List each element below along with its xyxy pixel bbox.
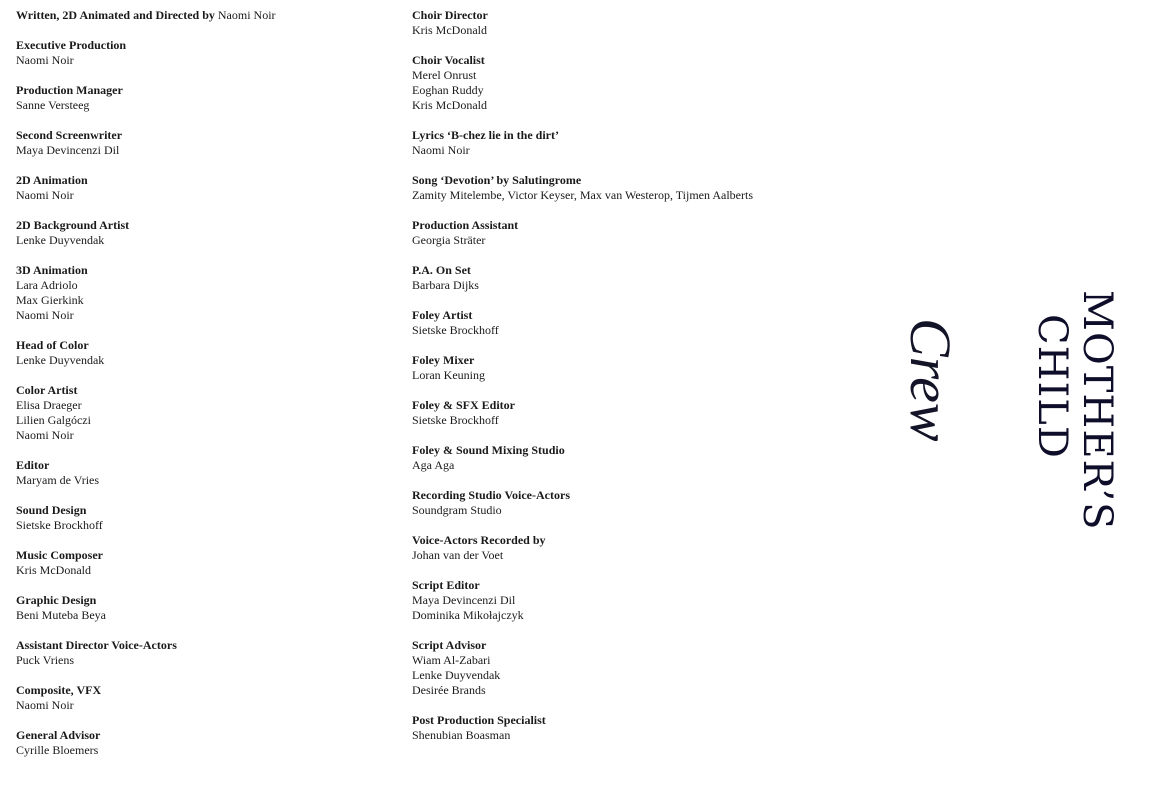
credit-name: Beni Muteba Beya (16, 608, 106, 622)
credits-left-column (16, 8, 396, 773)
credit-role: Recording Studio Voice-Actors (412, 488, 570, 502)
credit-role: General Advisor (16, 728, 101, 742)
credit-name: Kris McDonald (412, 23, 487, 37)
credit-block (412, 53, 872, 113)
credit-role: Production Manager (16, 83, 123, 97)
credit-block (412, 443, 872, 473)
credit-name: Desirée Brands (412, 683, 486, 697)
credit-role: P.A. On Set (412, 263, 471, 277)
credit-role: Post Production Specialist (412, 713, 546, 727)
credit-name: Shenubian Boasman (412, 728, 511, 742)
credit-name: Maya Devincenzi Dil (412, 593, 516, 607)
credit-name: Kris McDonald (16, 563, 91, 577)
credit-block (16, 683, 396, 713)
credit-block (16, 383, 396, 443)
credit-name: Barbara Dijks (412, 278, 479, 292)
credit-block (16, 593, 396, 623)
credit-role: Second Screenwriter (16, 128, 123, 142)
credit-name: Lenke Duyvendak (16, 233, 105, 247)
credit-block (412, 353, 872, 383)
credit-block (16, 638, 396, 668)
credit-role: Voice-Actors Recorded by (412, 533, 546, 547)
crew-heading: Crew (898, 318, 963, 442)
credit-role: 3D Animation (16, 263, 88, 277)
credit-name: Sanne Versteeg (16, 98, 90, 112)
credit-role: Music Composer (16, 548, 103, 562)
credit-role: 2D Background Artist (16, 218, 130, 232)
credit-block (412, 488, 872, 518)
credit-block (412, 578, 872, 623)
credit-name: Loran Keuning (412, 368, 485, 382)
credit-block (16, 128, 396, 158)
credit-name: Maryam de Vries (16, 473, 100, 487)
credit-block (412, 533, 872, 563)
credit-block (16, 503, 396, 533)
credit-name: Sietske Brockhoff (412, 413, 499, 427)
credit-role: Foley Mixer (412, 353, 475, 367)
credit-role: Foley & Sound Mixing Studio (412, 443, 565, 457)
credit-name: Naomi Noir (16, 188, 74, 202)
credit-name: Max Gierkink (16, 293, 84, 307)
credit-block (16, 548, 396, 578)
credit-name: Sietske Brockhoff (412, 323, 499, 337)
credit-role: Choir Director (412, 8, 488, 22)
credit-role: Executive Production (16, 38, 127, 52)
credit-block (412, 713, 872, 743)
credit-name: Sietske Brockhoff (16, 518, 103, 532)
credit-role: Foley Artist (412, 308, 473, 322)
credit-block-director (16, 8, 396, 23)
credit-role: Production Assistant (412, 218, 519, 232)
credit-name: Lilien Galgóczi (16, 413, 91, 427)
credit-name: Aga Aga (412, 458, 455, 472)
credit-name: Johan van der Voet (412, 548, 504, 562)
credit-role: Written, 2D Animated and Directed by (16, 8, 215, 22)
credit-block (16, 218, 396, 248)
credit-role: 2D Animation (16, 173, 88, 187)
credit-role: Graphic Design (16, 593, 97, 607)
credit-name: Soundgram Studio (412, 503, 502, 517)
credit-block (412, 263, 872, 293)
credit-role: Composite, VFX (16, 683, 102, 697)
credit-block (16, 458, 396, 488)
credit-block (16, 263, 396, 323)
film-title-line-2: CHILD (1029, 314, 1075, 459)
credit-name: Naomi Noir (412, 143, 470, 157)
film-title-line-1: MOTHER’S (1074, 290, 1120, 531)
credit-name: Elisa Draeger (16, 398, 82, 412)
credit-name: Zamity Mitelembe, Victor Keyser, Max van Westerop, Tijmen Aalberts (412, 188, 753, 202)
credit-name: Eoghan Ruddy (412, 83, 484, 97)
credit-name: Wiam Al-Zabari (412, 653, 491, 667)
credit-block (412, 308, 872, 338)
credit-name: Lenke Duyvendak (412, 668, 501, 682)
credit-name: Naomi Noir (16, 308, 74, 322)
credit-block (412, 8, 872, 38)
credit-role: Song ‘Devotion’ by Salutingrome (412, 173, 582, 187)
credit-name: Cyrille Bloemers (16, 743, 99, 757)
credit-name: Lara Adriolo (16, 278, 78, 292)
credit-role: Script Advisor (412, 638, 487, 652)
credit-role: Editor (16, 458, 50, 472)
credit-block (16, 83, 396, 113)
film-title (1010, 290, 1130, 531)
credit-name: Naomi Noir (217, 8, 276, 22)
credit-name: Naomi Noir (16, 698, 74, 712)
credit-block (412, 398, 872, 428)
credit-block (412, 128, 872, 158)
credit-name: Dominika Mikołajczyk (412, 608, 524, 622)
credit-name: Naomi Noir (16, 428, 74, 442)
credit-block (16, 338, 396, 368)
credit-role: Color Artist (16, 383, 78, 397)
credit-name: Maya Devincenzi Dil (16, 143, 120, 157)
credit-list-middle (412, 8, 872, 743)
credit-block (412, 218, 872, 248)
credits-middle-column (412, 8, 872, 758)
credit-block (16, 38, 396, 68)
credit-role: Choir Vocalist (412, 53, 485, 67)
credit-name: Puck Vriens (16, 653, 75, 667)
credit-role: Script Editor (412, 578, 480, 592)
credit-name: Naomi Noir (16, 53, 74, 67)
credit-role: Foley & SFX Editor (412, 398, 515, 412)
credit-role: Head of Color (16, 338, 89, 352)
credit-name: Lenke Duyvendak (16, 353, 105, 367)
credit-name: Georgia Sträter (412, 233, 486, 247)
credit-block (16, 728, 396, 758)
credit-role: Assistant Director Voice-Actors (16, 638, 177, 652)
credit-role: Lyrics ‘B-chez lie in the dirt’ (412, 128, 559, 142)
credit-block (412, 638, 872, 698)
credit-block (412, 173, 872, 203)
credit-block (16, 173, 396, 203)
credit-name: Kris McDonald (412, 98, 487, 112)
credit-role: Sound Design (16, 503, 87, 517)
credit-name: Merel Onrust (412, 68, 477, 82)
credit-list-left (16, 38, 396, 758)
